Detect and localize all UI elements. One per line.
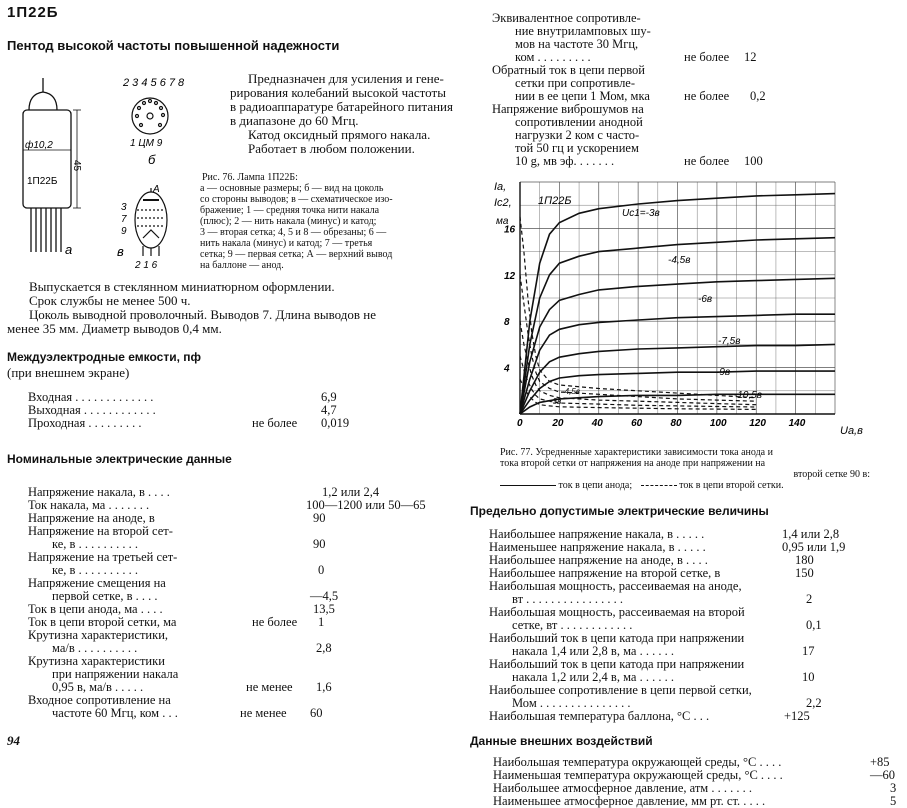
pins-bottom-labels: 1 ЦМ 9 xyxy=(130,138,163,149)
table-row-qualifier: не более xyxy=(684,154,730,168)
table-row-qualifier: не более xyxy=(252,416,298,430)
chart-ylabel-mid: Ic2, xyxy=(494,197,512,209)
table-row-label: Входное сопротивление на xyxy=(28,693,171,707)
table-row-label: 10 g, мв эф. . . . . . . xyxy=(515,154,615,168)
tube-label: 1П22Б xyxy=(27,176,58,187)
table-row-value: —4,5 xyxy=(310,589,339,603)
table-row-label: вт . . . . . . . . . . . . . . . . xyxy=(512,592,624,606)
table-row-label: мов на частоте 30 Мгц, xyxy=(515,37,639,51)
page-heading: Пентод высокой частоты повышенной надежности xyxy=(7,38,340,53)
chart-annotation: -3в xyxy=(550,397,562,406)
capacitance-title: Междуэлектродные емкости, пф xyxy=(7,350,202,364)
table-row-label: Обратный ток в цепи первой xyxy=(492,63,645,77)
table-row-value: 6,9 xyxy=(321,390,337,404)
table-row-label: Наибольший ток в цепи катода при напряжении xyxy=(489,631,745,645)
figure-76-drawing xyxy=(5,70,205,270)
table-row-value: 1,2 или 2,4 xyxy=(322,485,380,499)
x-tick-label: 140 xyxy=(788,418,806,429)
series-label: -7,5в xyxy=(718,336,741,347)
intro-line: рирования колебаний высокой частоты xyxy=(230,85,446,100)
table-row-label: Наибольшая температура баллона, °С . . . xyxy=(489,709,710,723)
pin-7-label: 7 xyxy=(121,214,127,225)
table-row-value: —60 xyxy=(870,768,895,782)
label-a: а xyxy=(65,242,73,257)
table-row-value: 2 xyxy=(806,592,813,606)
table-row-value: 150 xyxy=(795,566,814,580)
table-row-label: накала 1,2 или 2,4 в, ма . . . . . . xyxy=(512,670,674,684)
table-row-label: первой сетке, в . . . . xyxy=(52,589,158,603)
table-row-label: Напряжение на аноде, в xyxy=(28,511,155,525)
label-b: б xyxy=(148,152,156,167)
capacitance-subtitle: (при внешнем экране) xyxy=(7,365,130,380)
x-tick-label: 0 xyxy=(517,418,523,429)
table-row-label: Проходная . . . . . . . . . xyxy=(28,416,142,430)
intro-line: Работает в любом положении. xyxy=(248,141,415,156)
table-row-label: Наибольшая температура окружающей среды, °С . . . . xyxy=(493,755,782,769)
table-row-label: сетки при сопротивле- xyxy=(515,76,636,90)
chart-annotation: -4,5в xyxy=(562,387,580,396)
table-row-label: Напряжение на третьей сет- xyxy=(28,550,178,564)
table-row-label: Наибольшее сопротивление в цепи первой сетки, xyxy=(489,683,752,697)
tube-code: 1П22Б xyxy=(7,4,59,21)
table-row-label: Ток в цепи анода, ма . . . . xyxy=(28,602,163,616)
schematic-symbol-icon xyxy=(135,188,167,256)
table-row-qualifier: не менее xyxy=(240,706,287,720)
dim-length: 45 xyxy=(71,160,82,172)
legend-solid-line-icon xyxy=(500,485,556,486)
table-row-value: 60 xyxy=(310,706,323,720)
table-row-value: 0,2 xyxy=(750,89,766,103)
table-row-value: 5 xyxy=(890,794,897,808)
pin-9-label: 9 xyxy=(121,226,127,237)
label-v: в xyxy=(117,244,124,259)
table-row-value: 2,8 xyxy=(316,641,332,655)
y-tick-label: 4 xyxy=(504,363,510,375)
table-row-qualifier: не более xyxy=(684,89,730,103)
table-row-value: 90 xyxy=(313,537,326,551)
info-line: менее 35 мм. Диаметр выводов 0,4 мм. xyxy=(7,321,222,336)
pin-3-label: 3 xyxy=(121,202,127,213)
x-tick-label: 60 xyxy=(631,418,643,429)
table-row-label: ма/в . . . . . . . . . . xyxy=(52,641,138,655)
legend-dashed-line-icon xyxy=(641,485,677,486)
table-row-value: 0,1 xyxy=(806,618,822,632)
chart-ylabel-unit: ма xyxy=(496,216,509,227)
table-row-label: Наибольший ток в цепи катода при напряжении xyxy=(489,657,745,671)
series-label: -4,5в xyxy=(668,255,691,266)
table-row-value: 180 xyxy=(795,553,814,567)
table-row-qualifier: не менее xyxy=(246,680,293,694)
caption-line: на баллоне — анод. xyxy=(200,260,284,271)
table-row-label: Мом . . . . . . . . . . . . . . . xyxy=(512,696,631,710)
legend-dashed-label: ток в цепи второй сетки. xyxy=(679,480,784,491)
table-row-label: ком . . . . . . . . . xyxy=(515,50,591,64)
pins-216-label: 2 1 6 xyxy=(135,260,158,270)
y-tick-label: 8 xyxy=(504,317,510,329)
table-row-label: нии в ее цепи 1 Мом, мка xyxy=(515,89,650,103)
table-row-label: Напряжение виброшумов на xyxy=(492,102,644,116)
nominal-title: Номинальные электрические данные xyxy=(7,452,232,466)
table-row-value: 13,5 xyxy=(313,602,335,616)
table-row-value: 0,95 или 1,9 xyxy=(782,540,846,554)
table-row-value: 1,4 или 2,8 xyxy=(782,527,840,541)
table-row-value: 1 xyxy=(318,615,325,629)
caption-line: бражение; 1 — средняя точка нити накала xyxy=(200,205,380,216)
page-number: 94 xyxy=(7,733,20,748)
table-row-label: Напряжение смещения на xyxy=(28,576,166,590)
table-row-label: Наибольшая мощность, рассеиваемая на второй xyxy=(489,605,745,619)
table-row-value: 90 xyxy=(313,511,326,525)
table-row-label: Наибольшее напряжение на второй сетке, в xyxy=(489,566,721,580)
table-row-label: Наименьшая температура окружающей среды, °С . . . . xyxy=(493,768,783,782)
characteristics-chart xyxy=(490,172,870,442)
chart-title: 1П22Б xyxy=(538,195,572,207)
table-row-value: 0 xyxy=(318,563,325,577)
series-label: Uc1=-3в xyxy=(622,208,660,219)
intro-line: в диапазоне до 60 Мгц. xyxy=(230,113,359,128)
table-row-label: Крутизна характеристики xyxy=(28,654,165,668)
table-row-label: Наибольшая мощность, рассеиваемая на аноде, xyxy=(489,579,742,593)
table-row-value: 17 xyxy=(802,644,815,658)
x-tick-label: 100 xyxy=(709,418,727,429)
intro-line: Катод оксидный прямого накала. xyxy=(248,127,431,142)
table-row-qualifier: не более xyxy=(252,615,298,629)
table-row-value: 1,6 xyxy=(316,680,332,694)
caption-line: 3 — вторая сетка; 4, 5 и 8 — обрезаны; 6 — xyxy=(200,227,387,238)
table-row-label: Наибольшее напряжение накала, в . . . . . xyxy=(489,527,705,541)
pins-top-labels: 2 3 4 5 6 7 8 xyxy=(123,77,185,89)
table-row-label: Наименьшее напряжение накала, в . . . . . xyxy=(489,540,706,554)
table-row-label: Выходная . . . . . . . . . . . . xyxy=(28,403,156,417)
x-tick-label: 40 xyxy=(591,418,603,429)
table-row-label: нагрузки 2 ком с часто- xyxy=(515,128,640,142)
table-row-value: 4,7 xyxy=(321,403,337,417)
socket-view-icon xyxy=(132,98,168,134)
limits-title: Предельно допустимые электрические величины xyxy=(470,504,769,518)
info-text xyxy=(7,280,457,336)
table-row-value: +125 xyxy=(784,709,810,723)
info-line: Цоколь выводной проволочный. Выводов 7. Длина выводов не xyxy=(29,307,377,322)
intro-text xyxy=(230,72,455,156)
table-row-value: +85 xyxy=(870,755,890,769)
caption-line: со стороны выводов; в — схематическое изо- xyxy=(200,194,393,205)
x-tick-label: 120 xyxy=(749,418,766,429)
table-row-label: Эквивалентное сопротивле- xyxy=(492,11,641,25)
table-row-label: Крутизна характеристики, xyxy=(28,628,169,642)
caption-line: второй сетке 90 в: xyxy=(793,469,870,480)
table-row-label: Напряжение накала, в . . . . xyxy=(28,485,170,499)
chart-xlabel: Ua,в xyxy=(840,425,863,437)
caption-title: Рис. 76. Лампа 1П22Б: xyxy=(202,172,298,183)
table-row-value: 12 xyxy=(744,50,757,64)
table-row-label: Наименьшее атмосферное давление, мм рт. ст. . . . . xyxy=(493,794,766,808)
table-row-label: Наибольшее напряжение на аноде, в . . . . xyxy=(489,553,708,567)
table-row-label: ке, в . . . . . . . . . . xyxy=(52,563,138,577)
table-row-label: ке, в . . . . . . . . . . xyxy=(52,537,138,551)
table-row-label: Наибольшее атмосферное давление, атм . . . . . . . xyxy=(493,781,752,795)
table-row-label: той 50 гц и ускорением xyxy=(515,141,639,155)
table-row-label: частоте 60 Мгц, ком . . . xyxy=(52,706,178,720)
table-row-value: 3 xyxy=(890,781,897,795)
series-label: -6в xyxy=(698,294,713,305)
series-label: -9в xyxy=(716,367,731,378)
caption-line: сетка; 9 — первая сетка; А — верхний вывод xyxy=(200,249,393,260)
caption-line: а — основные размеры; б — вид на цоколь xyxy=(200,183,384,194)
figure-77-caption xyxy=(500,447,870,491)
caption-line: нить накала (минус) и катод; 7 — третья xyxy=(200,238,373,249)
table-row-label: Ток накала, ма . . . . . . . xyxy=(28,498,150,512)
external-title: Данные внешних воздействий xyxy=(470,734,653,748)
caption-line: (плюс); 2 — нить накала (минус) и катод; xyxy=(200,216,377,227)
table-row-label: 0,95 в, ма/в . . . . . xyxy=(52,680,144,694)
info-line: Выпускается в стеклянном миниатюрном оформлении. xyxy=(29,279,335,294)
table-row-label: Ток в цепи второй сетки, ма xyxy=(28,615,177,629)
table-row-value: 10 xyxy=(802,670,815,684)
table-row-value: 100—1200 или 50—65 xyxy=(306,498,426,512)
table-row-value: 100 xyxy=(744,154,763,168)
table-row-value: 0,019 xyxy=(321,416,350,430)
table-row-value: 2,2 xyxy=(806,696,822,710)
info-line: Срок службы не менее 500 ч. xyxy=(29,293,191,308)
table-row-qualifier: не более xyxy=(684,50,730,64)
x-tick-label: 20 xyxy=(552,418,564,429)
table-row-label: при напряжении накала xyxy=(52,667,179,681)
y-tick-label: 12 xyxy=(504,270,516,282)
table-row-label: сетке, вт . . . . . . . . . . . . xyxy=(512,618,633,632)
caption-line: тока второй сетки от напряжения на аноде при напряжении на xyxy=(500,458,766,469)
intro-line: в радиоаппаратуре батарейного питания xyxy=(230,99,453,114)
table-row-label: сопротивлении анодной xyxy=(515,115,643,129)
figure-76-caption xyxy=(200,172,458,271)
pin-a-label: А xyxy=(153,184,160,195)
series-label: -10,5в xyxy=(734,390,763,401)
intro-line: Предназначен для усиления и гене- xyxy=(248,71,444,86)
x-tick-label: 80 xyxy=(670,418,682,429)
caption-line: Рис. 77. Усредненные характеристики зависимости тока анода и xyxy=(500,447,773,458)
table-row-label: накала 1,4 или 2,8 в, ма . . . . . . xyxy=(512,644,674,658)
table-row-label: Входная . . . . . . . . . . . . . xyxy=(28,390,154,404)
y-tick-label: 16 xyxy=(504,224,516,236)
table-row-label: ние внутриламповых шу- xyxy=(515,24,651,38)
chart-ylabel-top: Ia, xyxy=(494,181,507,193)
caption-legend xyxy=(500,480,870,491)
table-row-label: Напряжение на второй сет- xyxy=(28,524,173,538)
legend-solid-label: ток в цепи анода; xyxy=(558,480,633,491)
dim-diameter: ф10,2 xyxy=(25,140,53,151)
